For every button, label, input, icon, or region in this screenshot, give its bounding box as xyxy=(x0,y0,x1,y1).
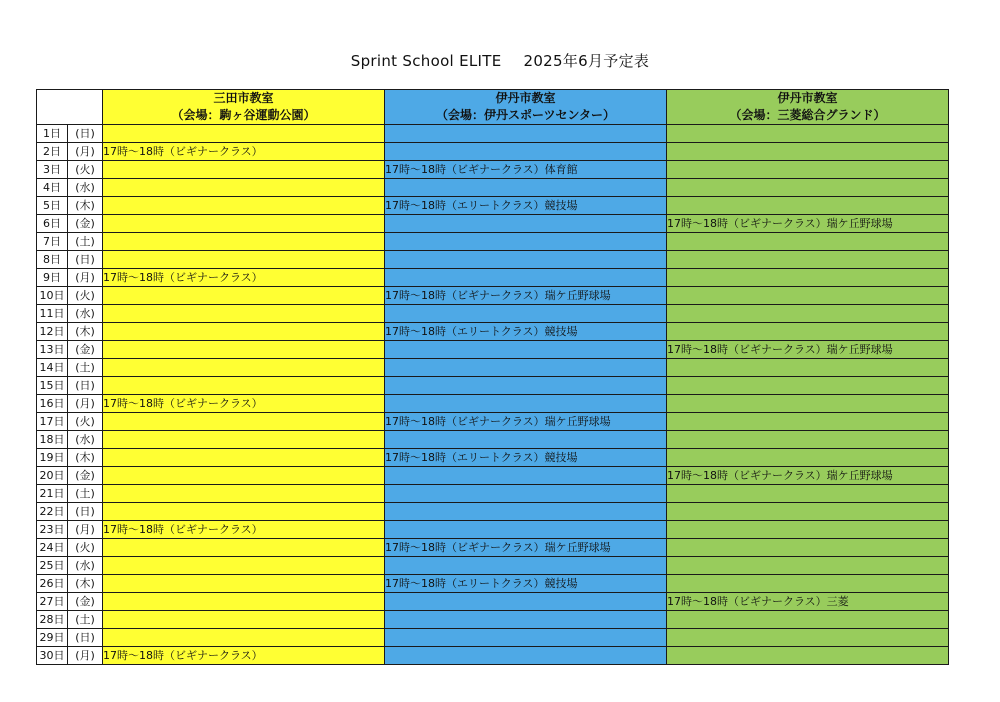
date-cell: 16日 xyxy=(37,395,68,413)
date-cell: 22日 xyxy=(37,503,68,521)
weekday-cell: (日) xyxy=(68,251,103,269)
venue-3-event-cell xyxy=(667,449,949,467)
date-cell: 27日 xyxy=(37,593,68,611)
venue-2-place: （会場：伊丹スポーツセンター） xyxy=(385,107,667,125)
venue-3-event-cell xyxy=(667,233,949,251)
venue-3-event-cell xyxy=(667,305,949,323)
venue-2-event-cell xyxy=(385,359,667,377)
venue-1-event-cell xyxy=(103,503,385,521)
venue-1-event-cell: 17時～18時（ビギナークラス） xyxy=(103,395,385,413)
venue-3-event-cell xyxy=(667,647,949,665)
table-row xyxy=(37,629,949,647)
table-row xyxy=(37,287,949,305)
table-row xyxy=(37,521,949,539)
venue-2-event-cell: 17時～18時（エリートクラス）競技場 xyxy=(385,575,667,593)
table-row xyxy=(37,575,949,593)
venue-1-event-cell xyxy=(103,593,385,611)
date-cell: 3日 xyxy=(37,161,68,179)
weekday-cell: (火) xyxy=(68,539,103,557)
weekday-cell: (木) xyxy=(68,197,103,215)
venue-3-event-cell xyxy=(667,269,949,287)
date-cell: 7日 xyxy=(37,233,68,251)
venue-1-event-cell xyxy=(103,557,385,575)
venue-2-event-cell: 17時～18時（エリートクラス）競技場 xyxy=(385,323,667,341)
table-row xyxy=(37,341,949,359)
venue-2-event-cell xyxy=(385,467,667,485)
date-cell: 2日 xyxy=(37,143,68,161)
table-row xyxy=(37,215,949,233)
weekday-cell: (水) xyxy=(68,179,103,197)
table-row xyxy=(37,395,949,413)
school-name: Sprint School ELITE xyxy=(350,52,502,70)
venue-2-event-cell xyxy=(385,341,667,359)
table-row xyxy=(37,647,949,665)
venue-2-event-cell xyxy=(385,143,667,161)
date-cell: 26日 xyxy=(37,575,68,593)
weekday-cell: (木) xyxy=(68,323,103,341)
table-row xyxy=(37,161,949,179)
date-cell: 6日 xyxy=(37,215,68,233)
table-row xyxy=(37,269,949,287)
venue-1-event-cell xyxy=(103,431,385,449)
venue-1-event-cell: 17時～18時（ビギナークラス） xyxy=(103,521,385,539)
venue-1-event-cell xyxy=(103,575,385,593)
venue-3-event-cell xyxy=(667,377,949,395)
venue-1-event-cell xyxy=(103,161,385,179)
venue-1-event-cell xyxy=(103,611,385,629)
date-cell: 30日 xyxy=(37,647,68,665)
venue-2-event-cell xyxy=(385,647,667,665)
venue-3-event-cell xyxy=(667,611,949,629)
table-row xyxy=(37,431,949,449)
venue-3-event-cell: 17時～18時（ビギナークラス）瑞ケ丘野球場 xyxy=(667,467,949,485)
venue-3-event-cell xyxy=(667,143,949,161)
venue-3-event-cell xyxy=(667,287,949,305)
venue-name-row xyxy=(37,90,949,108)
schedule-table xyxy=(36,89,949,665)
venue-1-event-cell: 17時～18時（ビギナークラス） xyxy=(103,143,385,161)
venue-1-name: 三田市教室 xyxy=(103,90,385,108)
venue-1-event-cell xyxy=(103,341,385,359)
venue-3-event-cell xyxy=(667,197,949,215)
weekday-cell: (土) xyxy=(68,359,103,377)
venue-3-event-cell: 17時～18時（ビギナークラス）瑞ケ丘野球場 xyxy=(667,341,949,359)
venue-2-event-cell: 17時～18時（ビギナークラス）瑞ケ丘野球場 xyxy=(385,413,667,431)
venue-1-event-cell xyxy=(103,215,385,233)
venue-2-event-cell: 17時～18時（ビギナークラス）瑞ケ丘野球場 xyxy=(385,287,667,305)
venue-3-event-cell xyxy=(667,629,949,647)
date-cell: 10日 xyxy=(37,287,68,305)
venue-1-event-cell xyxy=(103,179,385,197)
venue-2-event-cell xyxy=(385,233,667,251)
venue-2-event-cell xyxy=(385,125,667,143)
venue-3-event-cell xyxy=(667,485,949,503)
date-cell: 21日 xyxy=(37,485,68,503)
table-row xyxy=(37,611,949,629)
weekday-cell: (月) xyxy=(68,269,103,287)
venue-1-event-cell xyxy=(103,539,385,557)
date-cell: 1日 xyxy=(37,125,68,143)
schedule-period: 2025年6月予定表 xyxy=(523,52,650,70)
weekday-cell: (月) xyxy=(68,647,103,665)
weekday-cell: (水) xyxy=(68,431,103,449)
table-row xyxy=(37,449,949,467)
venue-3-event-cell xyxy=(667,431,949,449)
venue-1-event-cell xyxy=(103,449,385,467)
table-row xyxy=(37,503,949,521)
venue-2-event-cell xyxy=(385,179,667,197)
venue-3-event-cell xyxy=(667,539,949,557)
weekday-cell: (水) xyxy=(68,557,103,575)
table-row xyxy=(37,251,949,269)
venue-3-event-cell xyxy=(667,521,949,539)
venue-3-event-cell xyxy=(667,413,949,431)
date-cell: 18日 xyxy=(37,431,68,449)
table-row xyxy=(37,413,949,431)
table-row xyxy=(37,143,949,161)
weekday-cell: (火) xyxy=(68,413,103,431)
venue-2-event-cell xyxy=(385,485,667,503)
weekday-cell: (木) xyxy=(68,575,103,593)
table-row xyxy=(37,557,949,575)
venue-2-event-cell: 17時～18時（エリートクラス）競技場 xyxy=(385,449,667,467)
date-cell: 14日 xyxy=(37,359,68,377)
date-cell: 20日 xyxy=(37,467,68,485)
weekday-cell: (火) xyxy=(68,287,103,305)
venue-2-event-cell xyxy=(385,251,667,269)
date-cell: 17日 xyxy=(37,413,68,431)
venue-3-event-cell xyxy=(667,575,949,593)
venue-3-event-cell xyxy=(667,503,949,521)
date-cell: 25日 xyxy=(37,557,68,575)
weekday-cell: (土) xyxy=(68,233,103,251)
weekday-cell: (金) xyxy=(68,593,103,611)
table-row xyxy=(37,377,949,395)
weekday-cell: (日) xyxy=(68,125,103,143)
venue-3-event-cell xyxy=(667,557,949,575)
venue-3-event-cell: 17時～18時（ビギナークラス）瑞ケ丘野球場 xyxy=(667,215,949,233)
venue-3-event-cell xyxy=(667,161,949,179)
date-cell: 5日 xyxy=(37,197,68,215)
table-row xyxy=(37,593,949,611)
venue-2-event-cell xyxy=(385,593,667,611)
weekday-cell: (日) xyxy=(68,629,103,647)
table-row xyxy=(37,467,949,485)
date-cell: 29日 xyxy=(37,629,68,647)
weekday-cell: (日) xyxy=(68,377,103,395)
date-cell: 4日 xyxy=(37,179,68,197)
weekday-cell: (土) xyxy=(68,611,103,629)
date-cell: 13日 xyxy=(37,341,68,359)
table-row xyxy=(37,323,949,341)
date-cell: 28日 xyxy=(37,611,68,629)
venue-2-event-cell xyxy=(385,611,667,629)
date-cell: 19日 xyxy=(37,449,68,467)
venue-1-event-cell xyxy=(103,467,385,485)
table-row xyxy=(37,197,949,215)
table-row xyxy=(37,305,949,323)
date-cell: 24日 xyxy=(37,539,68,557)
header-blank xyxy=(37,90,103,125)
venue-3-place: （会場：三菱総合グランド） xyxy=(667,107,949,125)
venue-3-event-cell xyxy=(667,251,949,269)
page-title xyxy=(0,50,1000,71)
venue-2-event-cell xyxy=(385,215,667,233)
venue-2-name: 伊丹市教室 xyxy=(385,90,667,108)
date-cell: 11日 xyxy=(37,305,68,323)
venue-3-event-cell xyxy=(667,323,949,341)
weekday-cell: (水) xyxy=(68,305,103,323)
weekday-cell: (金) xyxy=(68,467,103,485)
weekday-cell: (金) xyxy=(68,341,103,359)
schedule-body xyxy=(37,125,949,665)
table-row xyxy=(37,359,949,377)
weekday-cell: (土) xyxy=(68,485,103,503)
table-row xyxy=(37,125,949,143)
venue-1-event-cell xyxy=(103,305,385,323)
venue-1-event-cell xyxy=(103,629,385,647)
venue-2-event-cell xyxy=(385,431,667,449)
venue-1-event-cell xyxy=(103,377,385,395)
venue-1-event-cell xyxy=(103,323,385,341)
weekday-cell: (月) xyxy=(68,521,103,539)
venue-1-event-cell xyxy=(103,251,385,269)
venue-2-event-cell xyxy=(385,503,667,521)
venue-1-event-cell xyxy=(103,485,385,503)
venue-1-event-cell: 17時～18時（ビギナークラス） xyxy=(103,647,385,665)
venue-1-event-cell xyxy=(103,197,385,215)
venue-1-event-cell xyxy=(103,413,385,431)
venue-1-event-cell: 17時～18時（ビギナークラス） xyxy=(103,269,385,287)
venue-2-event-cell xyxy=(385,269,667,287)
venue-3-event-cell xyxy=(667,395,949,413)
venue-1-event-cell xyxy=(103,125,385,143)
venue-1-event-cell xyxy=(103,233,385,251)
venue-3-event-cell xyxy=(667,359,949,377)
venue-3-event-cell: 17時～18時（ビギナークラス）三菱 xyxy=(667,593,949,611)
weekday-cell: (月) xyxy=(68,395,103,413)
venue-2-event-cell xyxy=(385,521,667,539)
table-row xyxy=(37,179,949,197)
venue-2-event-cell xyxy=(385,377,667,395)
venue-2-event-cell: 17時～18時（ビギナークラス）瑞ケ丘野球場 xyxy=(385,539,667,557)
weekday-cell: (日) xyxy=(68,503,103,521)
venue-place-row xyxy=(37,107,949,125)
weekday-cell: (金) xyxy=(68,215,103,233)
date-cell: 9日 xyxy=(37,269,68,287)
venue-3-event-cell xyxy=(667,125,949,143)
table-row xyxy=(37,233,949,251)
table-row xyxy=(37,485,949,503)
weekday-cell: (月) xyxy=(68,143,103,161)
venue-2-event-cell xyxy=(385,557,667,575)
venue-3-name: 伊丹市教室 xyxy=(667,90,949,108)
weekday-cell: (火) xyxy=(68,161,103,179)
date-cell: 12日 xyxy=(37,323,68,341)
venue-2-event-cell xyxy=(385,305,667,323)
venue-2-event-cell: 17時～18時（エリートクラス）競技場 xyxy=(385,197,667,215)
venue-2-event-cell xyxy=(385,395,667,413)
date-cell: 8日 xyxy=(37,251,68,269)
weekday-cell: (木) xyxy=(68,449,103,467)
venue-1-place: （会場：駒ヶ谷運動公園） xyxy=(103,107,385,125)
venue-2-event-cell: 17時～18時（ビギナークラス）体育館 xyxy=(385,161,667,179)
venue-2-event-cell xyxy=(385,629,667,647)
venue-3-event-cell xyxy=(667,179,949,197)
date-cell: 23日 xyxy=(37,521,68,539)
date-cell: 15日 xyxy=(37,377,68,395)
venue-1-event-cell xyxy=(103,287,385,305)
venue-1-event-cell xyxy=(103,359,385,377)
table-row xyxy=(37,539,949,557)
